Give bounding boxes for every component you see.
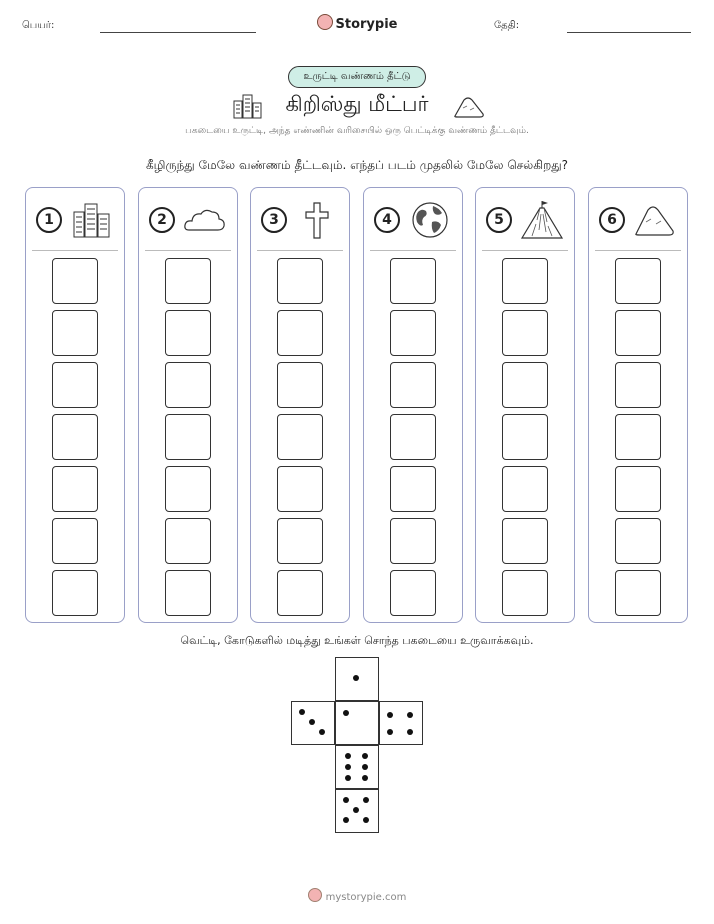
color-box[interactable] [615,362,661,408]
dice-pip [362,764,368,770]
color-box[interactable] [615,310,661,356]
color-box[interactable] [615,518,661,564]
color-box[interactable] [277,570,323,616]
dice-face-six [335,745,379,789]
dice-face-one [335,657,379,701]
color-box[interactable] [277,258,323,304]
dice-pip [363,817,369,823]
color-box[interactable] [165,518,211,564]
city-icon [70,200,114,240]
column-number: 6 [599,207,625,233]
color-box[interactable] [52,570,98,616]
column-divider [145,250,231,251]
color-box[interactable] [390,310,436,356]
color-box[interactable] [52,362,98,408]
color-box[interactable] [165,466,211,512]
dice-face-one [335,701,379,745]
dice-pip [343,710,349,716]
mountain-flag-icon [520,200,564,240]
color-box[interactable] [52,466,98,512]
name-label: பெயர்: [22,20,55,31]
column-number: 3 [261,207,287,233]
column-divider [32,250,118,251]
dice-pip [362,753,368,759]
cross-icon [295,200,339,240]
column-1 [25,187,125,623]
column-number: 5 [486,207,512,233]
dice-pip [353,675,359,681]
color-box[interactable] [277,518,323,564]
cut-instruction: வெட்டி, கோடுகளில் மடித்து உங்கள் சொந்த பகடையை உருவாக்கவும். [180,634,534,647]
dice-pip [353,807,359,813]
color-box[interactable] [277,466,323,512]
brand-name: Storypie [335,17,398,32]
color-box[interactable] [390,362,436,408]
color-box[interactable] [165,570,211,616]
color-box[interactable] [165,414,211,460]
subtitle: பகடையை உருட்டி, அந்த எண்ணின் வரிசையில் ஒரு பெட்டிக்கு வண்ணம் தீட்டவும். [185,126,529,136]
color-box[interactable] [390,518,436,564]
page-title: கிறிஸ்து மீட்பர் [285,92,429,116]
color-box[interactable] [52,414,98,460]
color-box[interactable] [390,414,436,460]
color-box[interactable] [502,518,548,564]
dice-pip [407,729,413,735]
column-number: 1 [36,207,62,233]
dice-pip [363,797,369,803]
footer [0,888,714,903]
column-number: 4 [374,207,400,233]
color-box[interactable] [390,258,436,304]
storypie-bear-icon [317,14,333,30]
color-box[interactable] [502,570,548,616]
color-box[interactable] [277,414,323,460]
dice-face-five [335,789,379,833]
dice-face-four [379,701,423,745]
color-box[interactable] [52,518,98,564]
color-box[interactable] [277,362,323,408]
column-3 [250,187,350,623]
column-divider [595,250,681,251]
dice-pip [362,775,368,781]
dice-pip [309,719,315,725]
color-box[interactable] [502,414,548,460]
instruction: கீழிருந்து மேலே வண்ணம் தீட்டவும். எந்தப் படம் முதலில் மேலே செல்கிறது? [145,158,569,172]
color-box[interactable] [165,258,211,304]
color-box[interactable] [502,258,548,304]
column-divider [370,250,456,251]
cloud-icon [183,200,227,240]
dice-pip [343,797,349,803]
color-box[interactable] [52,310,98,356]
column-6 [588,187,688,623]
column-4 [363,187,463,623]
activity-badge: உருட்டி வண்ணம் தீட்டு [288,66,426,88]
storypie-bear-icon [308,888,322,902]
column-divider [257,250,343,251]
dice-pip [407,712,413,718]
dice-pip [319,729,325,735]
date-label: தேதி: [494,20,520,31]
dice-pip [343,817,349,823]
color-box[interactable] [615,414,661,460]
dice-pip [345,775,351,781]
color-box[interactable] [390,466,436,512]
color-box[interactable] [165,362,211,408]
dice-pip [387,712,393,718]
globe-icon [408,200,452,240]
column-divider [482,250,568,251]
color-box[interactable] [502,466,548,512]
column-2 [138,187,238,623]
color-box[interactable] [390,570,436,616]
color-box[interactable] [502,362,548,408]
rock-icon [633,200,677,240]
dice-face-three [291,701,335,745]
color-box[interactable] [277,310,323,356]
dice-pip [299,709,305,715]
color-box[interactable] [615,258,661,304]
dice-pip [345,753,351,759]
footer-url[interactable]: mystorypie.com [325,892,407,903]
color-box[interactable] [165,310,211,356]
color-box[interactable] [502,310,548,356]
dice-pip [387,729,393,735]
color-box[interactable] [52,258,98,304]
color-box[interactable] [615,466,661,512]
name-line[interactable] [100,32,256,33]
date-line[interactable] [567,32,691,33]
rock-icon [452,94,486,120]
color-box[interactable] [615,570,661,616]
column-number: 2 [149,207,175,233]
brand-logo [0,14,714,32]
dice-pip [345,764,351,770]
column-5 [475,187,575,623]
